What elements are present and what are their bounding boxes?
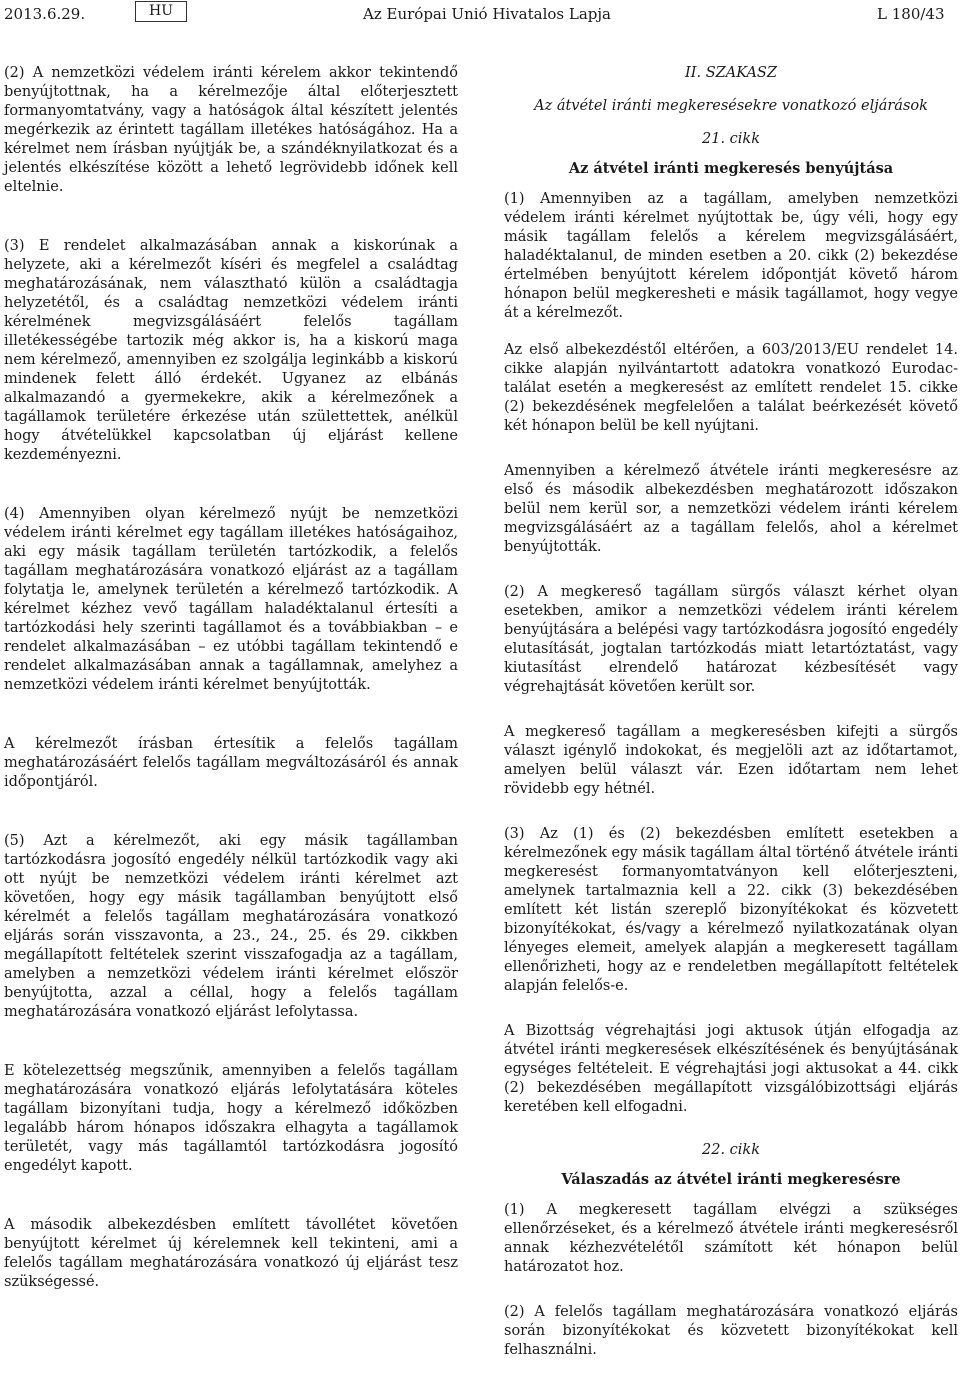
paragraph-5: (5) Azt a kérelmezőt, aki egy másik tagállamban tartózkodásra jogosító engedély nélkül tartózkodik vagy aki ott nyújt be nemzetközi védelem iránti kérelmet azt követően, hogy egy másik tagállamban benyújtott első kérelmét a felelős tagállam meghatározására vonatkozó eljárás során visszavonta, a 23., 24., 25. és 29. cikkben megállapított feltételek szerint visszafogadja az a tagállam, amelyben a nemzetközi védelem iránti kérelmet először benyújtotta, azzal a céllal, hogy a felelős tagállam meghatározására vonatkozó eljárást lefolytassa.	[4, 833, 458, 1020]
right-column	[504, 64, 958, 1360]
language-badge: HU	[135, 1, 187, 22]
page-header	[0, 0, 960, 30]
section-title: Az átvétel iránti megkeresésekre vonatkozó eljárások	[534, 98, 928, 114]
left-column	[4, 64, 458, 1292]
journal-title: Az Európai Unió Hivatalos Lapja	[363, 5, 611, 23]
article-21-paragraph-1: (1) Amennyiben az a tagállam, amelyben nemzetközi védelem iránti kérelmet nyújtottak be, úgy véli, hogy egy másik tagállam felelős a kérelem megvizsgálásáért, haladéktalanul, de minden esetben a 20. cikk (2) bekezdése értelmében benyújtott kérelem időpontját követő három hónapon belül megkeresheti e másik tagállamot, hogy vegye át a kérelmezőt.	[504, 191, 958, 321]
section-number: II. SZAKASZ	[685, 65, 777, 81]
article-21-paragraph-2: (2) A megkereső tagállam sürgős választ kérhet olyan esetekben, amikor a nemzetközi védelem iránti kérelem benyújtására a belépési vagy tartózkodásra jogosító engedély elutasítását, jogtalan tartózkodás miatt letartóztatást, vagy kiutasítást elrendelő határozat kézbesítését vagy végrehajtását követően került sor.	[504, 584, 958, 695]
paragraph-5-third: A második albekezdésben említett távollétet követően benyújtott kérelmet új kérelemnek kell tekinteni, ami a felelős tagállam meghatározására vonatkozó új eljárást tesz szükségessé.	[4, 1217, 458, 1290]
article-22-title: Válaszadás az átvétel iránti megkeresésre	[561, 1171, 901, 1188]
paragraph-4-second: A kérelmezőt írásban értesítik a felelős tagállam meghatározásáért felelős tagállam megváltozásáról és annak időpontjáról.	[4, 736, 458, 790]
article-22-paragraph-2: (2) A felelős tagállam meghatározására vonatkozó eljárás során bizonyítékokat és közvetett bizonyítékokat kell felhasználni.	[504, 1304, 958, 1358]
article-21-title: Az átvétel iránti megkeresés benyújtása	[568, 160, 894, 177]
article-21-number: 21. cikk	[702, 131, 760, 147]
article-22-paragraph-1: (1) A megkeresett tagállam elvégzi a szükséges ellenőrzéseket, és a kérelmező átvétele iránti megkeresésről annak kézhezvételétől számított két hónapon belül határozatot hoz.	[504, 1202, 958, 1275]
paragraph-2: (2) A nemzetközi védelem iránti kérelem akkor tekintendő benyújtottnak, ha a kérelmezője által előterjesztett formanyomtatvány, vagy a hatóságok által készített jelentés megérkezik az érintett tagállam illetékes hatóságához. Ha a kérelmet nem írásban nyújtják be, a szándéknyilatkozat és a jelentés elkészítése között a lehető legrövidebb időnek kell eltelnie.	[4, 65, 458, 195]
article-22-number: 22. cikk	[702, 1142, 760, 1158]
publication-date: 2013.6.29.	[4, 5, 86, 23]
article-21-paragraph-3: (3) Az (1) és (2) bekezdésben említett esetekben a kérelmezőnek egy másik tagállam által történő átvétele iránti megkeresést formanyomtatványon kell előterjeszteni, amelynek tartalmaznia kell a 22. cikk (3) bekezdésében említett két listán szereplő bizonyítékokat és közvetett bizonyítékokat, és/vagy a kérelmező nyilatkozatának olyan lényeges elemeit, amelyek alapján a megkeresett tagállam ellenőrizheti, hogy az e rendeletben megállapított feltételek alapján felelős-e.	[504, 826, 958, 994]
page-reference: L 180/43	[877, 5, 945, 23]
article-21-paragraph-1-second: Az első albekezdéstől eltérően, a 603/2013/EU rendelet 14. cikke alapján nyilvántartott adatokra vonatkozó Eurodac-találat esetén a megkeresést az említett rendelet 15. cikke (2) bekezdésének megfelelően a találat beérkezését követő két hónapon belül be kell nyújtani.	[504, 342, 958, 434]
article-21-paragraph-3-second: A Bizottság végrehajtási jogi aktusok útján elfogadja az átvétel iránti megkeresések elkészítésének és benyújtásának egységes feltételeit. E végrehajtási jogi aktusokat a 44. cikk (2) bekezdésében megállapított vizsgálóbizottsági eljárás keretében kell elfogadni.	[504, 1023, 958, 1115]
article-21-paragraph-1-third: Amennyiben a kérelmező átvétele iránti megkeresésre az első és második albekezdésben meghatározott időszakon belül nem kerül sor, a nemzetközi védelem iránti kérelem megvizsgálásáért az a tagállam felelős, ahol a kérelmet benyújtották.	[504, 463, 958, 555]
paragraph-3: (3) E rendelet alkalmazásában annak a kiskorúnak a helyzete, aki a kérelmezőt kíséri és megfelel a családtag meghatározásának, nem választható külön a családtagja helyzetétől, és a családtag nemzetközi védelem iránti kérelmének megvizsgálásáért felelős tagállam illetékességébe tartozik még akkor is, ha a kiskorú maga nem kérelmező, amennyiben ez szolgálja leginkább a kiskorú mindenek felett álló érdekét. Ugyanez az elbánás alkalmazandó a gyermekekre, akik a kérelmezőnek a tagállamok területére érkezése után születtettek, anélkül hogy átvételükkel kapcsolatban új eljárást kellene kezdeményezni.	[4, 238, 458, 463]
paragraph-4: (4) Amennyiben olyan kérelmező nyújt be nemzetközi védelem iránti kérelmet egy tagállam illetékes hatóságaihoz, aki egy másik tagállam területén tartózkodik, a felelős tagállam meghatározására vonatkozó eljárást az a tagállam folytatja le, amelynek területén a kérelmező tartózkodik. A kérelmet kézhez vevő tagállam haladéktalanul értesíti a tartózkodási hely szerinti tagállamot és a továbbiakban – e rendelet alkalmazásában – ez utóbbi tagállam tekintendő e rendelet alkalmazásában annak a tagállamnak, amelyhez a nemzetközi védelem iránti kérelmet benyújtották.	[4, 506, 458, 693]
article-21-paragraph-2-second: A megkereső tagállam a megkeresésben kifejti a sürgős választ igénylő indokokat, és megjelöli azt az időtartamot, amelyen belül választ vár. Ezen időtartam nem lehet rövidebb egy hétnél.	[504, 724, 958, 797]
paragraph-5-second: E kötelezettség megszűnik, amennyiben a felelős tagállam meghatározására vonatkozó eljárás lefolytatására köteles tagállam bizonyítani tudja, hogy a kérelmező időközben legalább három hónapos időszakra elhagyta a tagállamok területét, vagy más tagállamtól tartózkodásra jogosító engedélyt kapott.	[4, 1063, 458, 1174]
